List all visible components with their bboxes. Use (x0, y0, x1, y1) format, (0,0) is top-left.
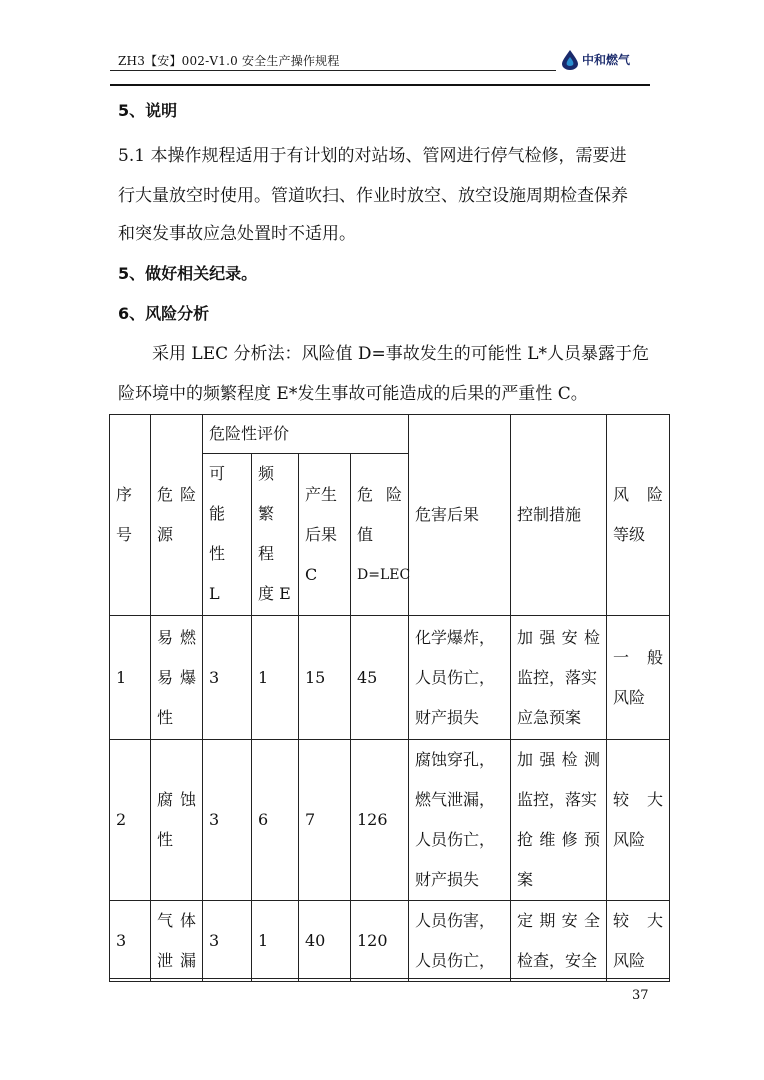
header-control-measures: 控制措施 (511, 415, 607, 616)
row-C: 7 (299, 740, 351, 901)
header-hazard-source: 危 险 源 (151, 415, 203, 616)
flame-drop-icon (562, 50, 578, 70)
footer-rule (109, 978, 669, 979)
row-L: 3 (203, 740, 252, 901)
section-5-title: 5、说明 (118, 101, 178, 120)
row-E: 1 (252, 616, 299, 740)
row-consequence: 人员伤害， 人员伤亡， (409, 901, 511, 982)
table-row (110, 616, 670, 740)
header-risk-evaluation: 危险性评价 (203, 415, 409, 454)
risk-analysis-table (109, 414, 670, 982)
row-L: 3 (203, 616, 252, 740)
row-level: 较 大 风险 (607, 901, 670, 982)
row-consequence: 化学爆炸， 人员伤亡， 财产损失 (409, 616, 511, 740)
row-D: 45 (351, 616, 409, 740)
row-D: 120 (351, 901, 409, 982)
row-consequence: 腐蚀穿孔， 燃气泄漏， 人员伤亡， 财产损失 (409, 740, 511, 901)
row-C: 15 (299, 616, 351, 740)
section-5b-title: 5、做好相关纪录。 (118, 264, 258, 283)
header-no: 序 号 (110, 415, 151, 616)
header-likelihood-L: 可 能 性 L (203, 454, 252, 616)
row-E: 6 (252, 740, 299, 901)
logo-text: 中和燃气 (582, 53, 631, 67)
section-6-paragraph-line-1: 采用 LEC 分析法：风险值 D=事故发生的可能性 L*人员暴露于危 (152, 344, 649, 364)
section-6-paragraph-line-2: 险环境中的频繁程度 E*发生事故可能造成的后果的严重性 C。 (118, 384, 588, 404)
row-E: 1 (252, 901, 299, 982)
section-5-paragraph-line-3: 和突发事故应急处置时不适用。 (118, 224, 356, 244)
row-no: 3 (110, 901, 151, 982)
table-row (110, 740, 670, 901)
section-6-title: 6、风险分析 (118, 304, 210, 323)
document-code: ZH3【安】002-V1.0 安全生产操作规程 (118, 54, 340, 68)
row-level: 一 般 风险 (607, 616, 670, 740)
row-measures: 加 强 检 测 监控，落实 抢 维 修 预 案 (511, 740, 607, 901)
row-level: 较 大 风险 (607, 740, 670, 901)
row-C: 40 (299, 901, 351, 982)
header-risk-value-D: 危 险 值 D=LEC (351, 454, 409, 616)
row-L: 3 (203, 901, 252, 982)
header-frequency-E: 频 繁 程 度 E (252, 454, 299, 616)
row-hazard: 易 燃 易 爆 性 (151, 616, 203, 740)
company-logo (562, 48, 652, 72)
section-5-paragraph-line-1: 5.1 本操作规程适用于有计划的对站场、管网进行停气检修，需要进 (118, 146, 627, 166)
row-D: 126 (351, 740, 409, 901)
header-double-rule (110, 84, 650, 86)
header-risk-level: 风 险 等级 (607, 415, 670, 616)
section-5-paragraph-line-2: 行大量放空时使用。管道吹扫、作业时放空、放空设施周期检查保养 (118, 186, 628, 206)
table-row (110, 901, 670, 982)
row-measures: 定 期 安 全 检查，安全 (511, 901, 607, 982)
row-no: 2 (110, 740, 151, 901)
row-hazard: 腐 蚀 性 (151, 740, 203, 901)
page-number: 37 (632, 988, 649, 1003)
header-rule (110, 70, 556, 71)
header-consequence: 危害后果 (409, 415, 511, 616)
row-hazard: 气 体 泄 漏 (151, 901, 203, 982)
row-no: 1 (110, 616, 151, 740)
header-consequence-C: 产生 后果 C (299, 454, 351, 616)
row-measures: 加 强 安 检 监控，落实 应急预案 (511, 616, 607, 740)
